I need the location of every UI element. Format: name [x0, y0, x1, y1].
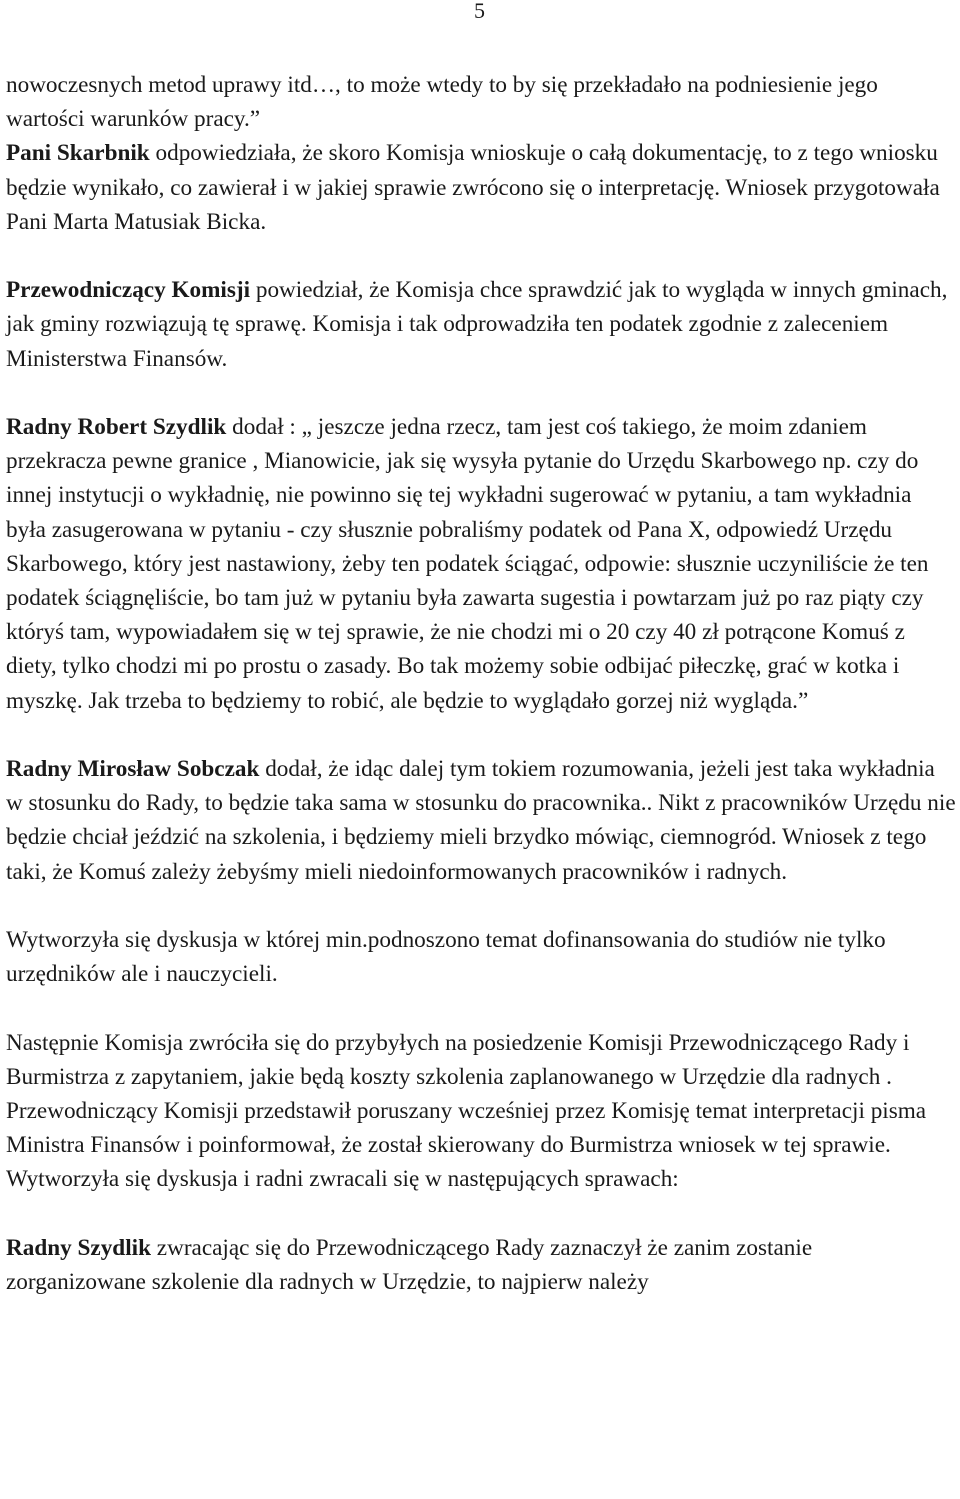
paragraph-text: powiedział, że Komisja chce sprawdzić jak to wygląda w innych gminach, jak gminy rozwiązują tę sprawę. Komisja i tak odprowadziła ten podatek zgodnie z zaleceniem Ministerstwa Finansów. [6, 277, 948, 372]
paragraph-text: dodał : „ jeszcze jedna rzecz, tam jest coś takiego, że moim zdaniem przekracza pewne granice , Mianowicie, jak się wysyła pytanie do Urzędu Skarbowego np. czy do innej instytucji o wykładnię, nie powinno się tej wykładni sugerować w pytaniu, a tam wykładnia była zasugerowana w pytaniu - czy słusznie pobraliśmy podatek od Pana X, odpowiedź Urzędu Skarbowego, który jest nastawiony, żeby ten podatek ściągać, odpowie: słusznie uczyniliście że ten podatek ściągnęliście, bo tam już w pytaniu była zawarta sugestia i powtarzam już po raz piąty czy któryś tam, wypowiadałem się w tej sprawie, że nie chodzi mi o 20 czy 40 zł potrącone Komuś z diety, tylko chodzi mi po prostu o zasady. Bo tak możemy sobie odbijać piłeczkę, grać w kotka i myszkę. Jak trzeba to będziemy to robić, ale będzie to wyglądało gorzej niż wygląda.” [6, 414, 929, 714]
document-body [6, 68, 956, 1299]
speaker-name: Przewodniczący Komisji [6, 277, 251, 304]
paragraph-text: Wytworzyła się dyskusja w której min.podnoszono temat dofinansowania do studiów nie tylko urzędników ale i nauczycieli. [6, 927, 886, 988]
paragraph-4 [6, 410, 956, 718]
paragraph-text: odpowiedziała, że skoro Komisja wnioskuje o całą dokumentację, to z tego wniosku będzie wynikało, co zawierał i w jakiej sprawie zwrócono się o interpretację. Wniosek przygotowała Pani Marta Matusiak Bicka. [6, 140, 940, 235]
paragraph-1 [6, 68, 956, 136]
paragraph-2 [6, 136, 956, 239]
speaker-name: Radny Robert Szydlik [6, 414, 227, 440]
paragraph-9 [6, 1231, 956, 1299]
paragraph-text: Wytworzyła się dyskusja i radni zwracali się w następujących sprawach: [6, 1166, 679, 1193]
paragraph-5 [6, 752, 956, 889]
paragraph-7 [6, 1026, 956, 1163]
speaker-name: Pani Skarbnik [6, 140, 150, 167]
speaker-name: Radny Mirosław Sobczak [6, 756, 260, 783]
paragraph-text: dodał, że idąc dalej tym tokiem rozumowania, jeżeli jest taka wykładnia w stosunku do Rady, to będzie taka sama w stosunku do pracownika.. Nikt z pracowników Urzędu nie będzie chciał jeździć na szkolenia, i będziemy mieli brzydko mówiąc, ciemnogród. Wniosek z tego taki, że Komuś zależy żebyśmy mieli niedoinformowanych pracowników i radnych. [6, 756, 956, 885]
paragraph-text: nowoczesnych metod uprawy itd…, to może wtedy to by się przekładało na podniesienie jego wartości warunków pracy.” [6, 72, 878, 133]
paragraph-8 [6, 1162, 956, 1196]
paragraph-text: Następnie Komisja zwróciła się do przybyłych na posiedzenie Komisji Przewodniczącego Rady i Burmistrza z zapytaniem, jakie będą koszty szkolenia zaplanowanego w Urzędzie dla radnych . Przewodniczący Komisji przedstawił poruszany wcześniej przez Komisję temat interpretacji pisma Ministra Finansów i poinformował, że został skierowany do Burmistrza wniosek w tej sprawie. [6, 1029, 927, 1159]
speaker-name: Radny Szydlik [6, 1234, 151, 1261]
paragraph-text: zwracając się do Przewodniczącego Rady zaznaczył że zanim zostanie zorganizowane szkolenie dla radnych w Urzędzie, to najpierw należy [6, 1234, 813, 1296]
paragraph-3 [6, 273, 956, 376]
page-number: 5 [474, 0, 485, 23]
paragraph-6 [6, 923, 956, 991]
